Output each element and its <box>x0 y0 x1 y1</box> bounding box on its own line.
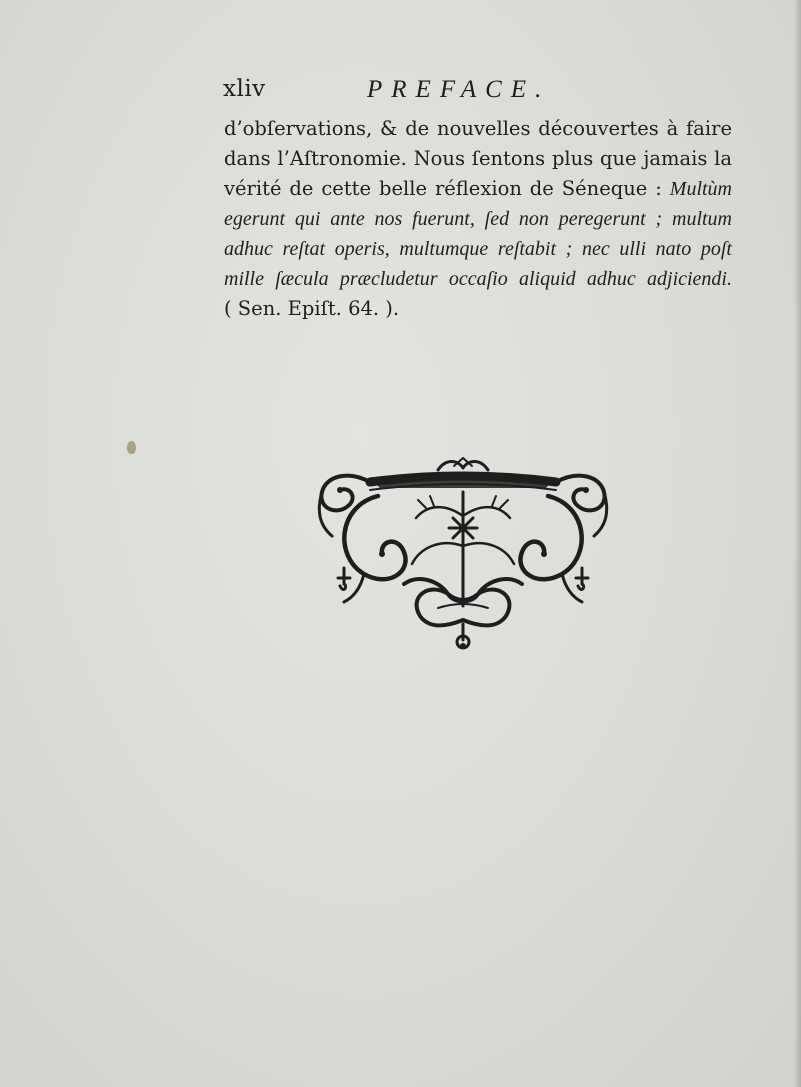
citation: ( Sen. Epiſt. 64. ). <box>224 297 400 320</box>
page-header <box>0 76 801 116</box>
text-line: d’obſervations, & de nouvelles découvertes à faire <box>224 117 732 140</box>
latin-quote-line: adhuc reſtat operis, multumque reſtabit ; nec ulli nato poſt <box>224 238 732 260</box>
baroque-ornament-icon <box>308 456 618 652</box>
text-line: dans l’Aſtronomie. Nous ſentons plus que jamais la <box>224 147 732 170</box>
page-number: xliv <box>223 76 266 102</box>
body-paragraph <box>224 114 732 324</box>
text-line <box>224 174 732 204</box>
text-line-roman: vérité de cette belle réflexion de Séneque : <box>224 177 670 200</box>
latin-quote-start: Multùm <box>669 178 732 200</box>
page-edge-shadow <box>794 0 801 1087</box>
latin-quote-line: mille ſæcula præcludetur occaſio aliquid adhuc adjiciendi. <box>224 268 732 290</box>
latin-quote-line: egerunt qui ante nos fuerunt, ſed non peregerunt ; multum <box>224 208 732 230</box>
running-head: PREFACE. <box>367 76 551 103</box>
ink-stain <box>127 441 136 454</box>
